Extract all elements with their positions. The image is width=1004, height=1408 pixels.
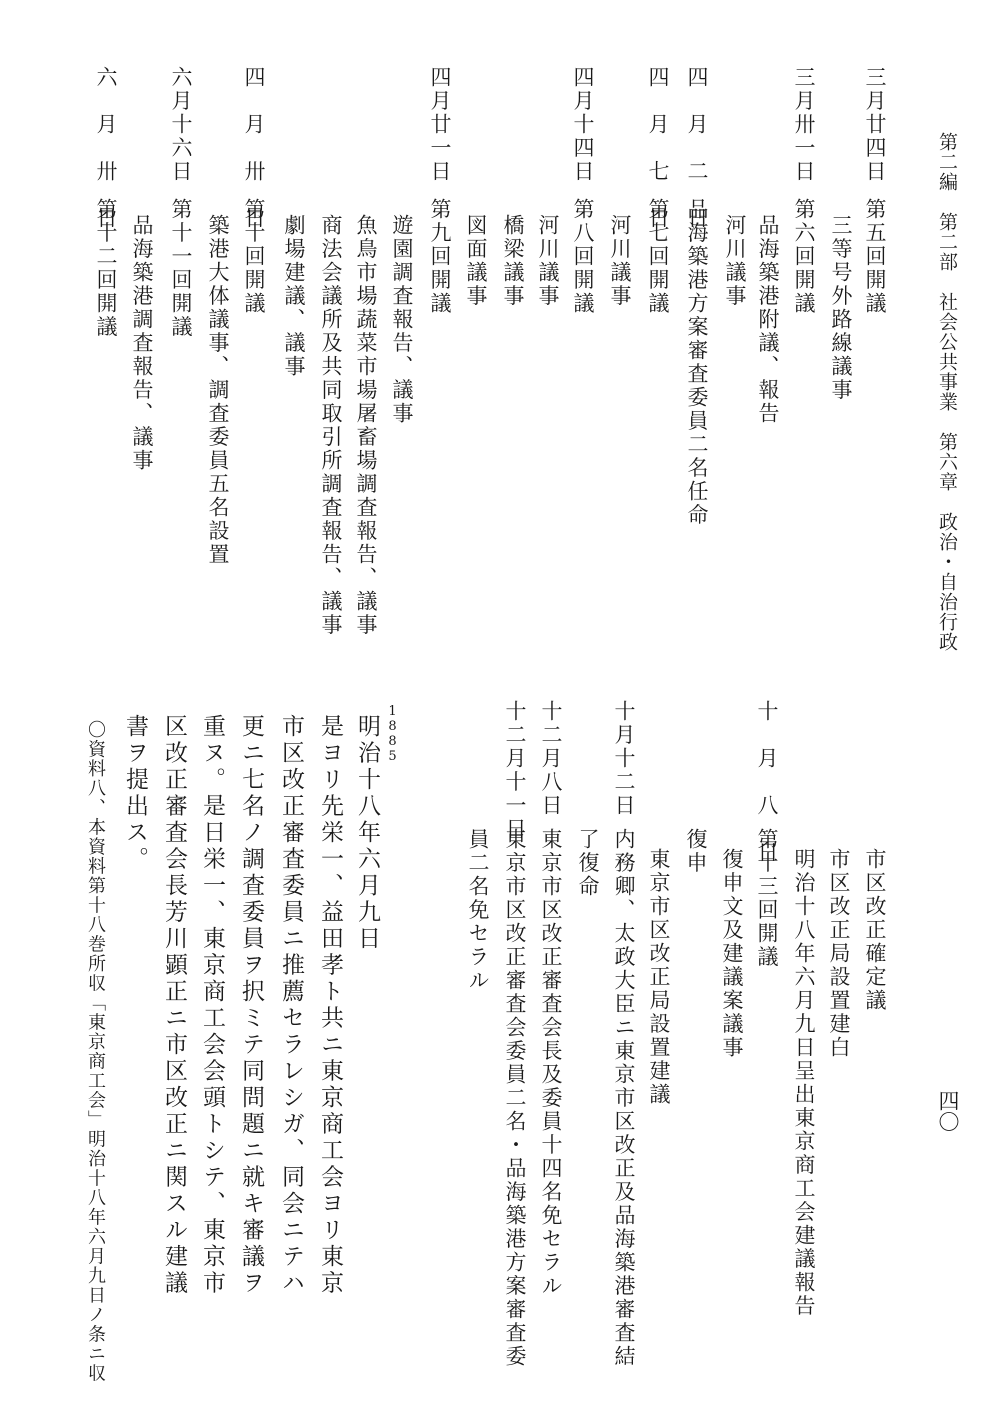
entry-date: 四 月 二 日 — [685, 66, 709, 231]
entry-item: 築港大体議事、調査委員五名設置 — [206, 214, 230, 567]
entry-date: 六月十六日 — [169, 66, 193, 184]
entry-item: 品海築港調査報告、議事 — [130, 214, 154, 473]
document-line: 書ヲ提出ス。 — [122, 714, 148, 873]
entry-date: 四月廿一日 — [428, 66, 452, 184]
entry-date: 十二月八日 — [539, 700, 563, 818]
entry-item: 魚鳥市場蔬菜市場屠畜場調査報告、議事 — [354, 214, 378, 637]
year-note: 1885 — [385, 704, 400, 764]
running-title: 第二編 第二部 社会公共事業 第六章 政治・自治行政 — [936, 132, 958, 652]
entry-date: 十月十二日 — [612, 700, 636, 818]
entry-session: 第六回開議 — [792, 198, 816, 316]
entry-text: 内務卿、太政大臣ニ東京市区改正及品海築港審査結 — [612, 828, 636, 1369]
entry-session: 第五回開議 — [863, 198, 887, 316]
entry-item: 劇場建議、議事 — [282, 214, 306, 379]
entry-item: 河川議事 — [723, 214, 747, 308]
entry-item: 河川議事 — [536, 214, 560, 308]
entry-date: 四 月 卅 日 — [242, 66, 266, 231]
entry-date: 四月十四日 — [571, 66, 595, 184]
entry-date: 三月卅一日 — [792, 66, 816, 184]
document-line: 是ヨリ先栄一、益田孝ト共ニ東京商工会ヨリ東京 — [317, 714, 343, 1297]
continuation-item: 明治十八年六月九日呈出東京商工会建議報告 — [792, 848, 816, 1318]
continuation-item: 市区改正確定議 — [863, 848, 887, 1013]
entry-session: 第十二回開議 — [94, 198, 118, 339]
entry-session: 第九回開議 — [428, 198, 452, 316]
entry-item: 遊園調査報告、議事 — [390, 214, 414, 426]
entry-item: 復申文及建議案議事 — [720, 848, 744, 1060]
entry-text: 了復命 — [576, 828, 600, 899]
document-line: 重ヌ。是日栄一、東京商工会会頭トシテ、東京市 — [199, 714, 225, 1297]
entry-session: 第十三回開議 — [755, 828, 779, 969]
document-date: 明治十八年六月九日 — [354, 714, 380, 953]
entry-session: 第十回開議 — [242, 198, 266, 316]
entry-item: 品海築港附議、報告 — [756, 214, 780, 426]
entry-session: 第十一回開議 — [169, 198, 193, 339]
entry-session: 品海築港方案審査委員二名任命 — [685, 198, 709, 527]
entry-item: 河川議事 — [608, 214, 632, 308]
entry-item: 東京市区改正局設置建議 — [647, 848, 671, 1107]
entry-session: 第七回開議 — [646, 198, 670, 316]
page-number: 四〇 — [936, 1090, 960, 1132]
entry-date: 十 月 八 日 — [755, 700, 779, 865]
document-line: 市区改正審査委員ニ推薦セラレシガ、同会ニテハ — [278, 714, 304, 1297]
entry-item: 商法会議所及共同取引所調査報告、議事 — [319, 214, 343, 637]
entry-session: 第八回開議 — [571, 198, 595, 316]
document-line: 区改正審査会長芳川顕正ニ市区改正ニ関スル建議 — [161, 714, 187, 1297]
continuation-item: 市区改正局設置建白 — [827, 848, 851, 1060]
entry-item: 図面議事 — [464, 214, 488, 308]
entry-date: 四 月 七 日 — [646, 66, 670, 231]
entry-date: 十二月十一日 — [503, 700, 527, 841]
document-line: 更ニ七名ノ調査委員ヲ択ミテ同問題ニ就キ審議ヲ — [238, 714, 264, 1297]
entry-item: 橋梁議事 — [501, 214, 525, 308]
entry-text: 員二名免セラル — [466, 828, 490, 993]
source-note: 〇資料八、本資料第十八巻所収「東京商工会」明治十八年六月九日ノ条ニ収 — [85, 720, 106, 1383]
entry-date: 六 月 卅 日 — [94, 66, 118, 231]
entry-text: 東京市区改正審査会委員二名・品海築港方案審査委 — [503, 828, 527, 1369]
entry-item: 三等号外路線議事 — [829, 214, 853, 402]
entry-item: 復申 — [684, 828, 708, 875]
entry-text: 東京市区改正審査会長及委員十四名免セラル — [539, 828, 563, 1298]
entry-date: 三月廿四日 — [863, 66, 887, 184]
